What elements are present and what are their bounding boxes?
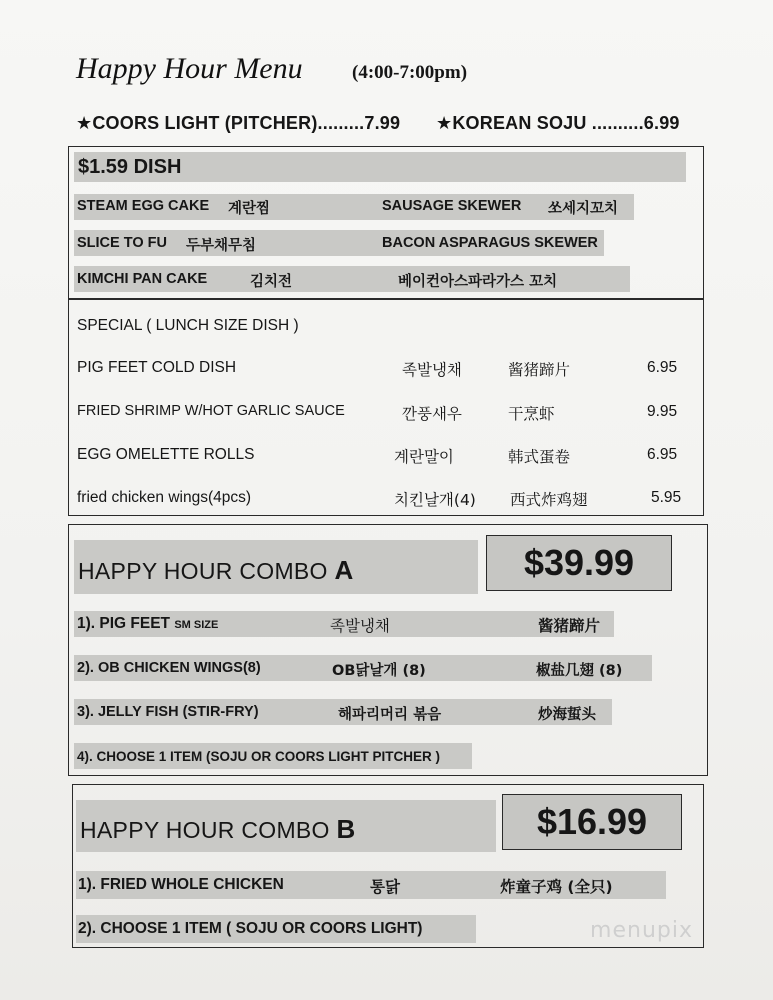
- special-item-kr: 치킨날개(4): [394, 491, 476, 509]
- special-item-zh: 韩式蛋卷: [508, 448, 571, 466]
- special-item-price: 6.95: [647, 446, 678, 463]
- combo-item-zh: 椒盐几翅 (8): [536, 663, 623, 679]
- combo-b-title: HAPPY HOUR COMBO B: [80, 814, 356, 844]
- dish-item-en: SLICE TO FU: [77, 235, 167, 251]
- dish-heading: $1.59 DISH: [74, 152, 686, 182]
- combo-b-price: $16.99: [502, 794, 682, 850]
- special-item-zh: 干烹虾: [508, 405, 555, 423]
- dish-item-kr: 두부채무침: [186, 238, 257, 254]
- special-item-en: EGG OMELETTE ROLLS: [77, 446, 255, 463]
- combo-item-zh: 酱猪蹄片: [538, 617, 601, 635]
- combo-item-zh: 炸童子鸡 (全只): [500, 878, 613, 896]
- star-icon: ★: [76, 113, 93, 133]
- dish-item-en: BACON ASPARAGUS SKEWER: [382, 235, 598, 251]
- combo-item-en: 1). FRIED WHOLE CHICKEN: [78, 876, 284, 893]
- combo-item-kr: 족발냉채: [330, 617, 390, 635]
- drink-soju: ★KOREAN SOJU ..........6.99: [436, 113, 680, 133]
- combo-item-kr: 통닭: [370, 878, 400, 896]
- watermark: menupix: [590, 918, 693, 943]
- menu-title: Happy Hour Menu: [76, 52, 303, 85]
- dish-item-kr: 쏘세지꼬치: [548, 201, 619, 217]
- dish-item-en: STEAM EGG CAKE: [77, 198, 210, 214]
- drink-price: 7.99: [364, 113, 401, 133]
- dish-item-en: KIMCHI PAN CAKE: [77, 271, 208, 287]
- drink-price: 6.99: [643, 113, 680, 133]
- combo-a-title: HAPPY HOUR COMBO A: [78, 555, 354, 585]
- dish-item-kr: 베이컨아스파라가스 꼬치: [398, 274, 558, 290]
- special-item-zh: 西式炸鸡翅: [510, 491, 588, 509]
- section-divider: [68, 298, 704, 300]
- special-item-price: 5.95: [651, 489, 682, 506]
- special-item-zh: 酱猪蹄片: [508, 361, 571, 379]
- special-item-price: 9.95: [647, 403, 678, 420]
- special-item-en: fried chicken wings(4pcs): [77, 489, 252, 506]
- special-item-kr: 계란말이: [394, 448, 454, 466]
- combo-item-kr: OB닭날개 (8): [332, 663, 426, 679]
- combo-item-zh: 炒海蜇头: [538, 707, 596, 723]
- dish-item-kr: 계란찜: [228, 201, 271, 217]
- special-item-price: 6.95: [647, 359, 678, 376]
- drink-coors: ★COORS LIGHT (PITCHER).........7.99: [76, 113, 401, 133]
- combo-item-en: 3). JELLY FISH (STIR-FRY): [77, 704, 259, 720]
- star-icon: ★: [436, 113, 453, 133]
- combo-item-en: 1). PIG FEET SM SIZE: [77, 615, 219, 632]
- happy-hour-time: (4:00-7:00pm): [352, 62, 468, 83]
- combo-item-en: 4). CHOOSE 1 ITEM (SOJU OR COORS LIGHT PITCHER ): [77, 749, 441, 764]
- dish-item-kr: 김치전: [250, 274, 293, 290]
- dish-item-en: SAUSAGE SKEWER: [382, 198, 522, 214]
- special-item-kr: 깐풍새우: [402, 405, 462, 423]
- special-item-en: PIG FEET COLD DISH: [77, 359, 237, 376]
- special-item-kr: 족발냉채: [402, 361, 462, 379]
- combo-a-price: $39.99: [486, 535, 672, 591]
- special-item-en: FRIED SHRIMP W/HOT GARLIC SAUCE: [77, 403, 345, 419]
- special-heading: SPECIAL ( LUNCH SIZE DISH ): [77, 317, 299, 334]
- combo-item-kr: 해파리머리 볶음: [338, 707, 442, 723]
- combo-item-en: 2). OB CHICKEN WINGS(8): [77, 660, 261, 676]
- combo-item-en: 2). CHOOSE 1 ITEM ( SOJU OR COORS LIGHT): [78, 920, 423, 937]
